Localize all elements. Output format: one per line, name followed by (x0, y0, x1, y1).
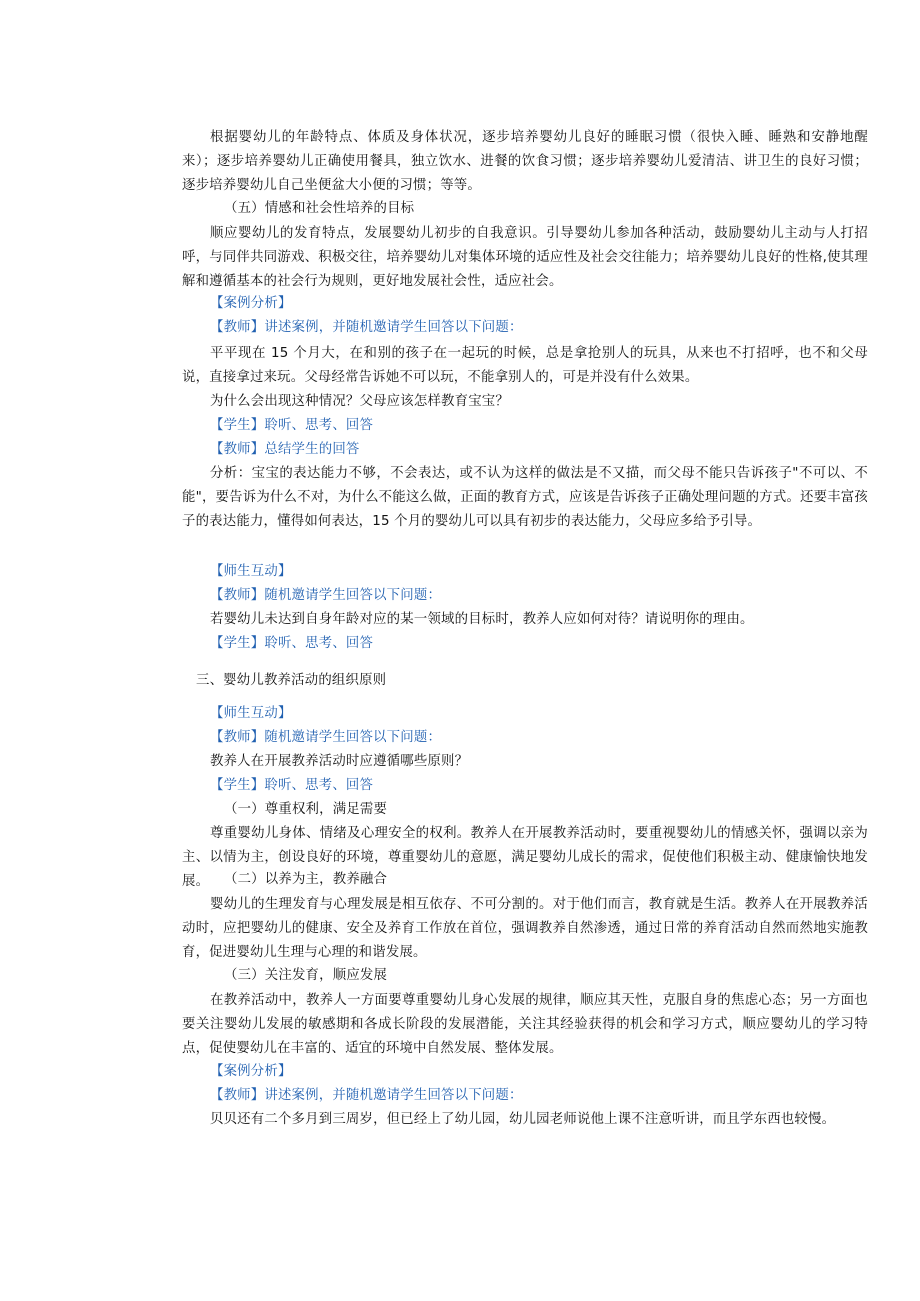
case-analysis-tag: 【案例分析】 (210, 1064, 292, 1079)
teacher-case-instruction: 【教师】讲述案例，并随机邀请学生回答以下问题： (210, 1088, 523, 1103)
student-response-tag: 【学生】聆听、思考、回答 (210, 636, 374, 651)
interaction-tag: 【师生互动】 (210, 706, 292, 721)
student-response-tag: 【学生】聆听、思考、回答 (210, 778, 374, 793)
case-story-pingping: 平平现在 15 个月大，在和别的孩子在一起玩的时候，总是拿抢别人的玩具，从来也不打招呼，也不和父母说，直接拿过来玩。父母经常告诉她不可以玩，不能拿别人的，可是并没有什么效果。 (182, 346, 868, 385)
principle-paragraph-2: 婴幼儿的生理发育与心理发展是相互依存、不可分割的。对于他们而言，教育就是生活。教养人在开展教养活动时，应把婴幼儿的健康、安全及养育工作放在首位，强调教养自然渗透，通过日常的养育活动自然而然地实施教育，促进婴幼儿生理与心理的和谐发展。 (182, 897, 868, 960)
principle-heading-1: （一）尊重权利，满足需要 (224, 802, 388, 817)
principle-heading-3: （三）关注发育，顺应发展 (224, 968, 388, 983)
student-response-tag: 【学生】聆听、思考、回答 (210, 418, 374, 433)
case-question: 为什么会出现这种情况？父母应该怎样教育宝宝？ (210, 394, 509, 409)
interaction-tag: 【师生互动】 (210, 564, 292, 579)
teacher-interaction-instruction: 【教师】随机邀请学生回答以下问题： (210, 588, 442, 603)
principle-heading-2: （二）以养为主，教养融合 (224, 872, 388, 887)
case-story-beibei: 贝贝还有二个多月到三周岁，但已经上了幼儿园，幼儿园老师说他上课不注意听讲，而且学东西也较慢。 (210, 1112, 836, 1127)
case-analysis-text: 分析：宝宝的表达能力不够，不会表达，或不认为这样的做法是不又描，而父母不能只告诉孩子"不可以、不能"，要告诉为什么不对，为什么不能这么做，正面的教育方式，应该是告诉孩子正确处理问题的方式。还要丰富孩子的表达能力，懂得如何表达，15 个月的婴幼儿可以具有初步的表达能力，父母应多给予引导。 (182, 466, 868, 529)
heading-emotion-social: （五）情感和社会性培养的目标 (224, 201, 415, 216)
case-analysis-tag: 【案例分析】 (210, 296, 292, 311)
paragraph-habits: 根据婴幼儿的年龄特点、体质及身体状况，逐步培养婴幼儿良好的睡眠习惯（很快入睡、睡熟和安静地醒来）；逐步培养婴幼儿正确使用餐具，独立饮水、进餐的饮食习惯；逐步培养婴幼儿爱清洁、讲卫生的良好习惯；逐步培养婴幼儿自己坐便盆大小便的习惯；等等。 (182, 130, 868, 193)
interaction-question: 教养人在开展教养活动时应遵循哪些原则？ (210, 754, 469, 769)
teacher-summary-tag: 【教师】总结学生的回答 (210, 442, 360, 457)
principle-paragraph-1: 尊重婴幼儿身体、情绪及心理安全的权利。教养人在开展教养活动时，要重视婴幼儿的情感关怀，强调以亲为主、以情为主，创设良好的环境，尊重婴幼儿的意愿，满足婴幼儿成长的需求，促使他们积极主动、健康愉快地发展。 (182, 826, 868, 889)
interaction-question: 若婴幼儿未达到自身年龄对应的某一领域的目标时，教养人应如何对待？请说明你的理由。 (210, 612, 754, 627)
section-heading-principles: 三、婴幼儿教养活动的组织原则 (196, 673, 387, 688)
teacher-interaction-instruction: 【教师】随机邀请学生回答以下问题： (210, 730, 442, 745)
paragraph-emotion-social: 顺应婴幼儿的发育特点，发展婴幼儿初步的自我意识。引导婴幼儿参加各种活动，鼓励婴幼儿主动与人打招呼，与同伴共同游戏、积极交往，培养婴幼儿对集体环境的适应性及社会交往能力；培养婴幼儿良好的性格,使其理解和遵循基本的社会行为规则，更好地发展社会性，适应社会。 (182, 226, 868, 289)
teacher-case-instruction: 【教师】讲述案例，并随机邀请学生回答以下问题： (210, 320, 523, 335)
principle-paragraph-3: 在教养活动中，教养人一方面要尊重婴幼儿身心发展的规律，顺应其天性，克服自身的焦虑心态；另一方面也要关注婴幼儿发展的敏感期和各成长阶段的发展潜能，关注其经验获得的机会和学习方式，顺应婴幼儿的学习特点，促使婴幼儿在丰富的、适宜的环境中自然发展、整体发展。 (182, 993, 868, 1056)
